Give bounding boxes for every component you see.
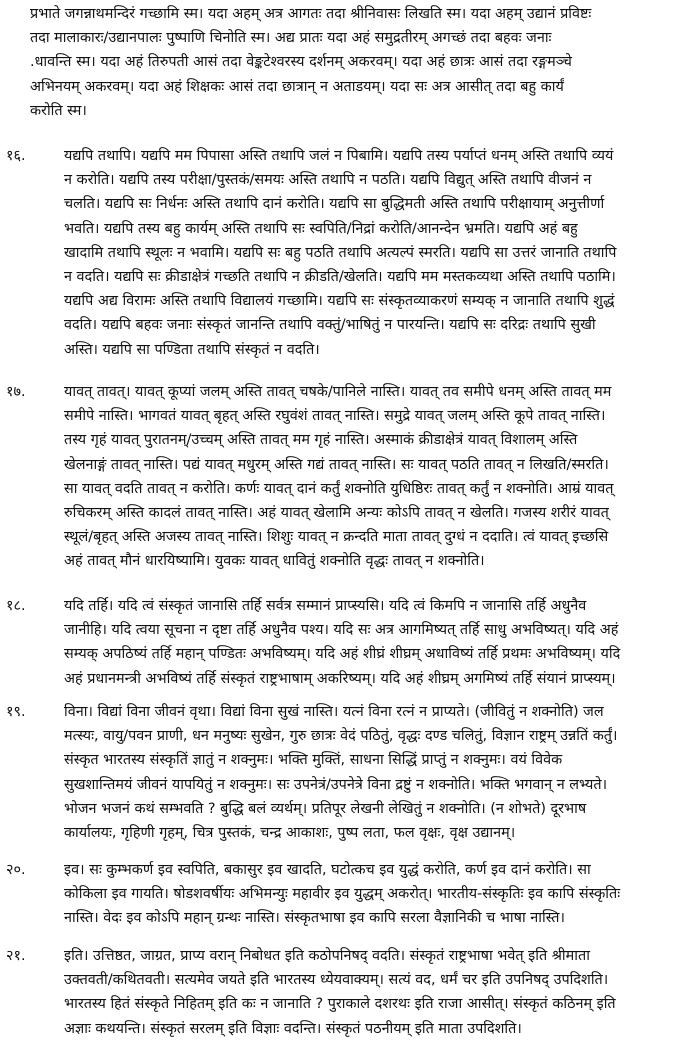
- text-line: रुचिकरम् अस्ति कादलं तावत् नास्ति। अहं यावत् खेलामि अन्यः कोऽपि तावत् न खेलति। गजस्य शरीरं यावत्: [64, 504, 609, 521]
- text-line: १६. यद्यपि तथापि। यद्यपि मम पिपासा अस्ति तथापि जलं न पिबामि। यद्यपि तस्य पर्याप्तं धनम् अस्ति तथापि व्ययं: [0, 144, 690, 168]
- text-line: न करोति। यद्यपि तस्य परीक्षा/पुस्तकं/समयः अस्ति तथापि न पठति। यद्यपि विद्युत् अस्ति तथापि वीजनं न: [64, 172, 592, 189]
- paragraph-number: १९.: [6, 704, 26, 720]
- text-line: १९. विना। विद्यां विना जीवनं वृथा। विद्यां विना सुखं नास्ति। यत्नं विना रत्नं न प्राप्यते। (जीवितुं न शक्नोति) जल: [0, 700, 690, 724]
- text-line: भारतस्य हितं संस्कृते निहितम् इति कः न जानाति ? पुराकाले दशरथः इति राजा आसीत्। संस्कृतं कठिनम् इति: [64, 996, 616, 1013]
- text-line: खेलनाङ्गं तावत् नास्ति। पद्यं यावत् मधुरम् अस्ति गद्यं तावत् नास्ति। सः यावत् पठति तावत् न लिखति/स्मरति।: [64, 456, 609, 473]
- paragraph-19: [0, 700, 690, 845]
- text-line: मत्स्यः, वायु/पवन प्राणी, धन मनुष्यः सुखेन, गुरु छात्रः वेदं पठितुं, वृद्धः दण्ड चलितुं, विज्ञान राष्ट्रम् उन्नतिं कर्तुं।: [64, 728, 618, 745]
- text-line: भवति। यद्यपि तस्य बहु कार्यम् अस्ति तथापि सः स्वपिति/निद्रां करोति/आनन्देन भ्रमति। यद्यपि अहं बहु: [64, 220, 578, 237]
- text-line: करोति स्म।: [30, 102, 87, 119]
- text-line: खादामि तथापि स्थूलः न भवामि। यद्यपि सः बहु पठति तथापि अत्यल्पं स्मरति। यद्यपि सा उत्तरं जानाति तथापि: [64, 244, 617, 261]
- text-line: समीपे नास्ति। भागवतं यावत् बृहत् अस्ति रघुवंशं तावत् नास्ति। समुद्रे यावत् जलम् अस्ति कूपे तावत् नास्ति।: [64, 408, 606, 425]
- paragraph-17: [0, 380, 690, 574]
- text-line: १७. यावत् तावत्। यावत् कूप्यां जलम् अस्ति तावत् चषके/पानिले नास्ति। यावत् तव समीपे धनम् अस्ति तावत् मम: [0, 380, 690, 404]
- paragraph-20: [0, 858, 690, 931]
- paragraph-number: १६.: [6, 148, 26, 164]
- intro-paragraph: [0, 2, 690, 123]
- text-line: सम्यक् अपठिष्यं तर्हि महान् पण्डितः अभविष्यम्। यदि अहं शीघ्रं शीघ्रम् अधाविष्यं तर्हि प्रथमः अभविष्यम्। यदि: [64, 646, 621, 663]
- text-line: वदति। यद्यपि बहवः जनाः संस्कृतं जानन्ति तथापि वक्तुं/भाषितुं न पारयन्ति। यद्यपि सः दरिद्रः तथापि सुखी: [64, 317, 596, 334]
- text-line: स्थूलं/बृहत् अस्ति अजस्य तावत् नास्ति। शिशुः यावत् न क्रन्दति माता तावत् दुग्धं न ददाति। त्वं यावत् इच्छसि: [64, 529, 609, 546]
- text-line: २१. इति। उत्तिष्ठत, जाग्रत, प्राप्य वरान् निबोधत इति कठोपनिषद् वदति। संस्कृतं राष्ट्रभाषा भवेत् इति श्रीमाता: [0, 944, 690, 968]
- text-line: अस्ति। यद्यपि सा पण्डिता तथापि संस्कृतं न वदति।: [64, 341, 320, 358]
- text-line: चलति। यद्यपि सः निर्धनः अस्ति तथापि दानं करोति। यद्यपि सा बुद्धिमती अस्ति तथापि परीक्षायाम् अनुत्तीर्णा: [64, 196, 605, 213]
- text-line: कार्यालयः, गृहिणी गृहम्, चित्र पुस्तकं, चन्द्र आकाशः, पुष्प लता, फल वृक्षः, वृक्ष उद्यानम्।: [64, 824, 516, 841]
- text-line: सुखशान्तिमयं जीवनं यापयितुं न शक्नुमः। सः उपनेत्रं/उपनेत्रे विना द्रष्टुं न शक्नोति। भक्ति भगवान् न लभ्यते।: [64, 776, 608, 793]
- text-line: प्रभाते जगन्नाथमन्दिरं गच्छामि स्म। यदा अहम् अत्र आगतः तदा श्रीनिवासः लिखति स्म। यदा अहम् उद्यानं प्रविष्टः: [30, 6, 592, 22]
- text-line: अहं प्रधानमन्त्री अभविष्यं तर्हि संस्कृतं राष्ट्रभाषाम् अकरिष्यम्। यदि अहं शीघ्रम् अगमिष्यं तर्हि संयानं प्राप्स्यम्।: [64, 670, 616, 687]
- text-line: अभिनयम् अकरवम्। यदा अहं शिक्षकः आसं तदा छात्रान् न अताडयम्। यदा सः अत्र आसीत् तदा बहु कार्यं: [30, 78, 564, 95]
- text-line: तदा मालाकारः/उद्यानपालः पुष्पाणि चिनोति स्म। अद्य प्रातः यदा अहं समुद्रतीरम् अगच्छं तदा बहवः जनाः: [30, 30, 552, 47]
- paragraph-number: २१.: [6, 948, 26, 964]
- text-line: सा यावत् वदति तावत् न करोति। कर्णः यावत् दानं कर्तुं शक्नोति युधिष्ठिरः तावत् कर्तुं न शक्नोति। आम्रं यावत्: [64, 480, 614, 497]
- text-line: १८. यदि तर्हि। यदि त्वं संस्कृतं जानासि तर्हि सर्वत्र सम्मानं प्राप्स्यसि। यदि त्वं किमपि न जानासि तर्हि अधुनैव: [0, 594, 690, 618]
- paragraph-number: १८.: [6, 598, 26, 614]
- text-line: न वदति। यद्यपि सः क्रीडाक्षेत्रं गच्छति तथापि न क्रीडति/खेलति। यद्यपि मम मस्तकव्यथा अस्ति तथापि पठामि।: [64, 268, 616, 285]
- paragraph-16: [0, 144, 690, 362]
- text-line: नास्ति। वेदः इव कोऽपि महान् ग्रन्थः नास्ति। संस्कृतभाषा इव कापि सरला वैज्ञानिकी च भाषा नास्ति।: [64, 910, 565, 927]
- paragraph-number: २०.: [6, 862, 26, 878]
- text-line: अज्ञाः कथयन्ति। संस्कृतं सरलम् इति विज्ञाः वदन्ति। संस्कृतं पठनीयम् इति माता उपदिशति।: [64, 1020, 522, 1037]
- paragraph-18: [0, 594, 690, 691]
- text-line: .धावन्ति स्म। यदा अहं तिरुपती आसं तदा वेङ्कटेश्वरस्य दर्शनम् अकरवम्। यदा अहं छात्रः आसं तदा रङ्गमञ्चे: [30, 54, 572, 71]
- text-line: उक्तवती/कथितवती। सत्यमेव जयते इति भारतस्य ध्येयवाक्यम्। सत्यं वद, धर्मं चर इति उपनिषद् उपदिशति।: [64, 972, 609, 989]
- paragraph-21: [0, 944, 690, 1041]
- text-line: जानीहि। यदि त्वया सूचना न दृष्टा तर्हि अधुनैव पश्य। यदि सः अत्र आगमिष्यत् तर्हि साधु अभविष्यत्। यदि अहं: [64, 622, 619, 639]
- text-line: अहं तावत् मौनं धारयिष्यामि। युवकः यावत् धावितुं शक्नोति वृद्धः तावत् न शक्नोति।: [64, 553, 485, 570]
- text-line: कोकिला इव गायति। षोडशवर्षीयः अभिमन्युः महावीर इव युद्धम् अकरोत्। भारतीय-संस्कृतिः इव कापि संस्कृतिः: [64, 886, 621, 903]
- text-line: तस्य गृहं यावत् पुरातनम्/उच्चम् अस्ति तावत् मम गृहं नास्ति। अस्माकं क्रीडाक्षेत्रं यावत् विशालम् अस्ति: [64, 432, 578, 449]
- text-line: भोजन भजनं कथं सम्भवति ? बुद्धि बलं व्यर्थम्। प्रतिपूर लेखनी लेखितुं न शक्नोति। (न शोभते) दूरभाष: [64, 800, 587, 817]
- paragraph-number: १७.: [6, 384, 26, 400]
- text-line: यद्यपि अद्य विरामः अस्ति तथापि विद्यालयं गच्छामि। यद्यपि सः संस्कृतव्याकरणं सम्यक् न जानाति तथापि शुद्धं: [64, 293, 615, 310]
- text-line: २०. इव। सः कुम्भकर्ण इव स्वपिति, बकासुर इव खादति, घटोत्कच इव युद्धं करोति, कर्ण इव दानं करोति। सा: [0, 858, 690, 882]
- text-line: संस्कृत भारतस्य संस्कृतिं ज्ञातुं न शक्नुमः। भक्ति मुक्तिं, साधना सिद्धिं प्राप्तुं न शक्नुमः। वयं विवेक: [64, 752, 563, 769]
